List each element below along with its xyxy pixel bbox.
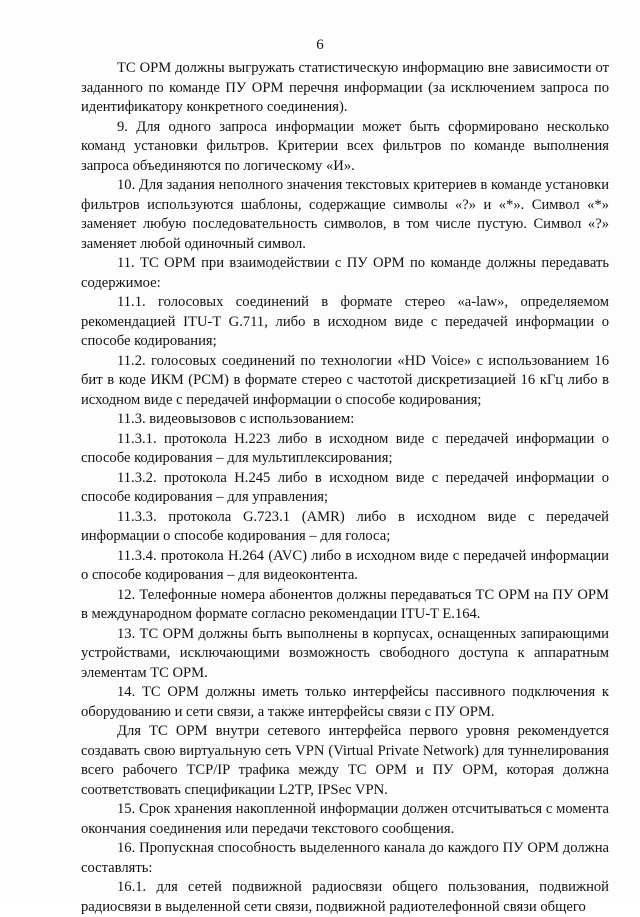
paragraph-stat-info: ТС ОРМ должны выгружать статистическую информацию вне зависимости от заданного по команде ПУ ОРМ перечня информации (за исключением запроса по идентификатору конкретного соединения). xyxy=(81,60,609,115)
paragraph-vpn: Для ТС ОРМ внутри сетевого интерфейса первого уровня рекомендуется создавать свою виртуальную сеть VPN (Virtual Private Network) для туннелирования всего рабочего TCP/IP трафика между ТС ОРМ и ПУ ОРМ, которая должна соответствовать спецификации L2TP, IPSec VPN. xyxy=(81,723,609,798)
paragraph-14: 14. ТС ОРМ должны иметь только интерфейсы пассивного подключения к оборудованию и сети связи, а также интерфейсы связи с ПУ ОРМ. xyxy=(81,684,609,720)
paragraph-11-3-3: 11.3.3. протокола G.723.1 (AMR) либо в исходном виде с передачей информации о способе кодирования – для голоса; xyxy=(81,508,609,544)
paragraph-11-1: 11.1. голосовых соединений в формате стерео «a-law», определяемом рекомендацией ITU-T G.711, либо в исходном виде с передачей информации о способе кодирования; xyxy=(81,294,609,349)
paragraph-11: 11. ТС ОРМ при взаимодействии с ПУ ОРМ по команде должны передавать содержимое: xyxy=(81,255,609,291)
paragraph-11-3-1: 11.3.1. протокола H.223 либо в исходном виде с передачей информации о способе кодирования – для мультиплексирования; xyxy=(81,430,609,466)
paragraph-11-3-4: 11.3.4. протокола H.264 (AVC) либо в исходном виде с передачей информации о способе кодирования – для видеоконтента. xyxy=(81,547,609,583)
paragraph-9: 9. Для одного запроса информации может быть сформировано несколько команд установки фильтров. Критерии всех фильтров по команде выполнения запроса объединяются по логическому «И». xyxy=(81,118,609,174)
paragraph-11-3-2: 11.3.2. протокола H.245 либо в исходном виде с передачей информации о способе кодирования – для управления; xyxy=(81,469,609,505)
paragraph-15: 15. Срок хранения накопленной информации должен отсчитываться с момента окончания соединения или передачи текстового сообщения. xyxy=(81,801,609,837)
paragraph-11-3: 11.3. видеовызовов с использованием: xyxy=(117,411,355,427)
document-body xyxy=(81,59,609,917)
paragraph-13: 13. ТС ОРМ должны быть выполнены в корпусах, оснащенных запирающими устройствами, исключающими возможность свободного доступа к аппаратным элементам ТС ОРМ. xyxy=(81,625,609,681)
paragraph-16: 16. Пропускная способность выделенного канала до каждого ПУ ОРМ должна составлять: xyxy=(81,840,609,876)
paragraph-11-2: 11.2. голосовых соединений по технологии «HD Voice» с использованием 16 бит в коде ИКМ (PCM) в формате стерео с частотой дискретизацией 16 кГц либо в исходном виде с передачей информации о способе кодирования; xyxy=(81,352,609,408)
paragraph-16-1: 16.1. для сетей подвижной радиосвязи общего пользования, подвижной радиосвязи в выделенной сети связи, подвижной радиотелефонной связи общего xyxy=(81,879,609,915)
page-number: 6 xyxy=(316,37,324,53)
paragraph-12: 12. Телефонные номера абонентов должны передаваться ТС ОРМ на ПУ ОРМ в международном формате согласно рекомендации ITU-T E.164. xyxy=(81,586,609,622)
paragraph-10: 10. Для задания неполного значения текстовых критериев в команде установки фильтров используются шаблоны, содержащие символы «?» и «*». Символ «*» заменяет любую последовательность символов, в том числе пустую. Символ «?» заменяет любой одиночный символ. xyxy=(81,177,609,252)
